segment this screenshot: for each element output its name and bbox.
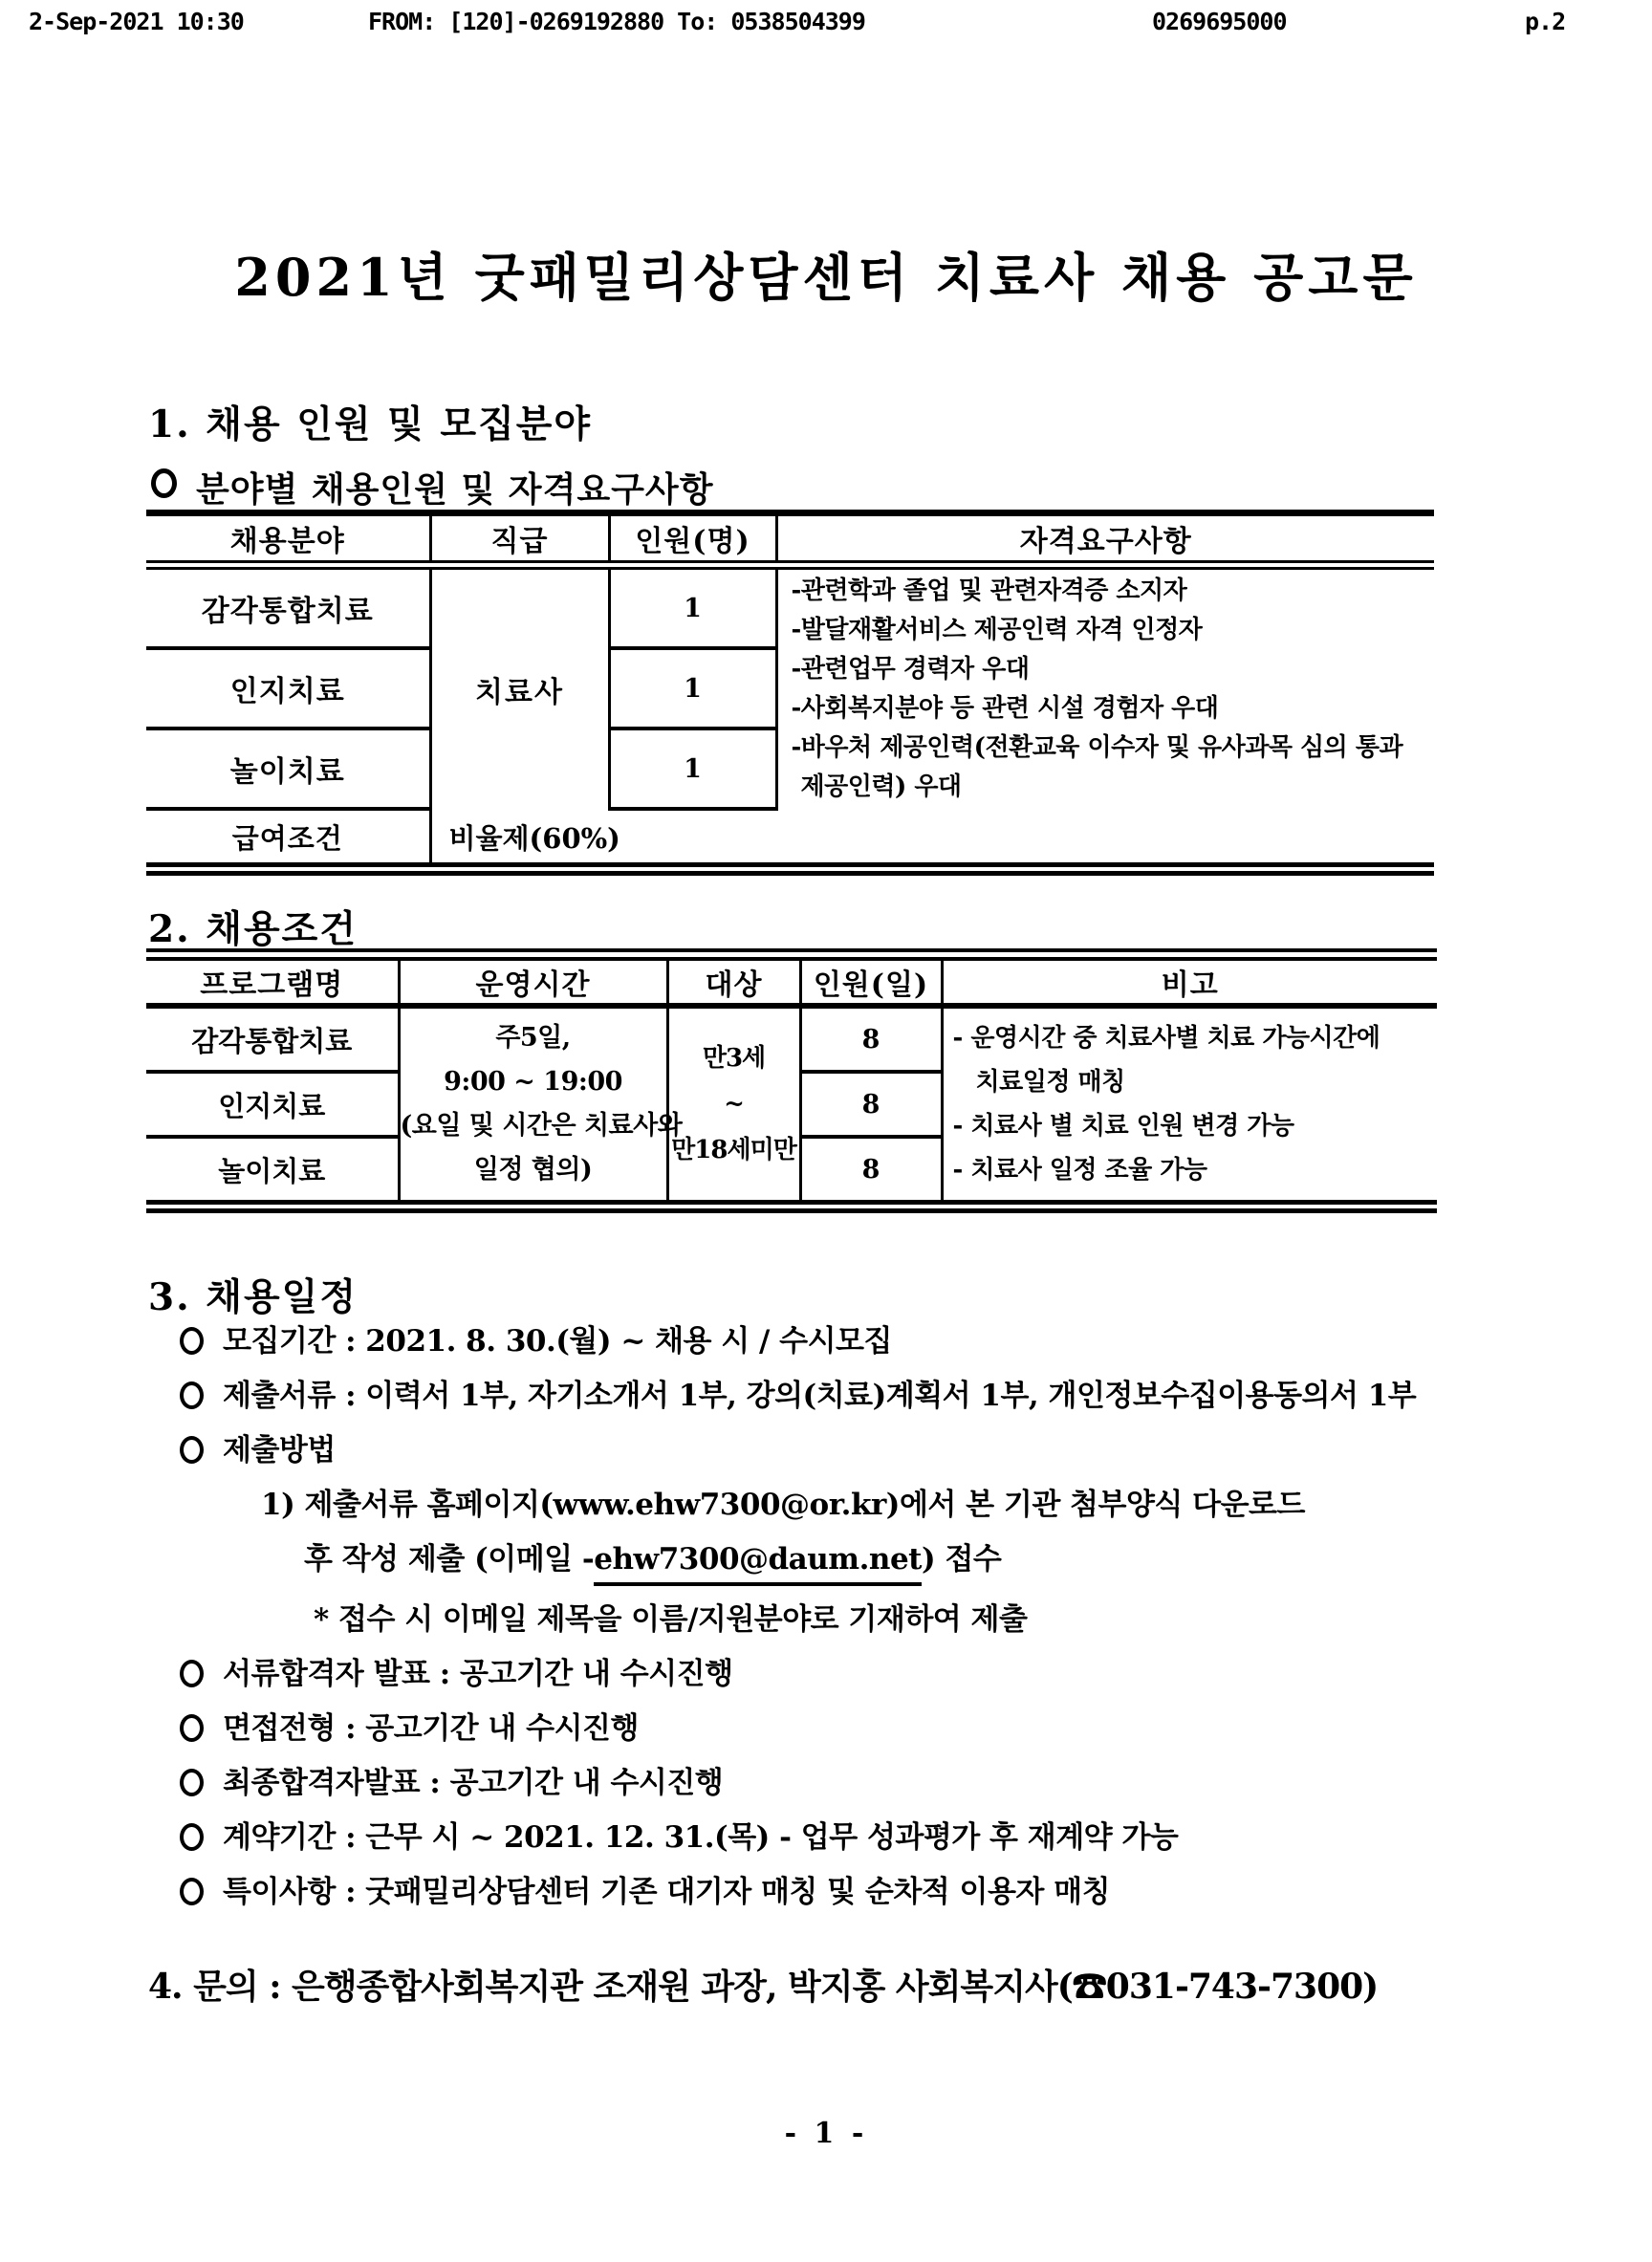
fax-datetime: 2-Sep-2021 10:30 xyxy=(29,8,244,35)
submission-note xyxy=(314,1599,1633,1641)
qualification-line: -관련업무 경력자 우대 xyxy=(791,655,1030,684)
schedule-item-interview xyxy=(180,1708,1633,1750)
schedule-item-text: 최종합격자발표 : 공고기간 내 수시진행 xyxy=(223,1766,724,1800)
schedule-item-final-pass xyxy=(180,1763,1633,1804)
qualification-line: -관련학과 졸업 및 관련자격증 소지자 xyxy=(791,576,1187,605)
document-title: 2021년 굿패밀리상담센터 치료사 채용 공고문 xyxy=(234,247,1418,308)
email-address-underlined: ehw7300@daum.net xyxy=(594,1539,922,1586)
column-header-qualifications: 자격요구사항 xyxy=(776,513,1434,566)
headcount-cell: 1 xyxy=(609,729,776,809)
schedule-item-contract-period xyxy=(180,1817,1633,1859)
bullet-circle-icon xyxy=(180,1436,204,1464)
note-line: - 치료사 별 치료 인원 변경 가능 xyxy=(952,1112,1294,1141)
qualification-line: 제공인력) 우대 xyxy=(800,772,962,801)
target-line: 만3세 xyxy=(702,1044,766,1073)
page-number: - 1 - xyxy=(784,2117,868,2150)
bullet-circle-icon xyxy=(180,1327,204,1355)
bullet-circle-icon xyxy=(180,1823,204,1851)
bullet-circle-icon xyxy=(151,468,177,498)
recruitment-fields-table xyxy=(146,510,1434,876)
bullet-circle-icon xyxy=(180,1769,204,1796)
submission-step-text: 후 작성 제출 (이메일 - xyxy=(304,1542,595,1577)
section4-contact: 4. 문의 : 은행종합사회복지관 조재원 과장, 박지홍 사회복지사(☎031-743-7300) xyxy=(148,1967,1379,2007)
program-cognitive-therapy: 인지치료 xyxy=(146,1072,399,1137)
submission-step-text: 1) 제출서류 홈페이지(www.ehw7300@or.kr)에서 본 기관 첨부양식 다운로드 xyxy=(261,1488,1305,1522)
salary-row xyxy=(146,809,1434,869)
hours-line: (요일 및 시간은 치료사와 xyxy=(400,1111,683,1141)
rank-cell: 치료사 xyxy=(430,565,609,809)
target-age-cell xyxy=(667,1006,800,1207)
field-play-therapy: 놀이치료 xyxy=(146,729,430,809)
daily-count-cell: 8 xyxy=(800,1072,942,1137)
program-sensory-integration: 감각통합치료 xyxy=(146,1006,399,1072)
salary-label: 급여조건 xyxy=(231,821,343,855)
submission-step-download xyxy=(261,1485,1633,1526)
schedule-item-text: 제출서류 : 이력서 1부, 자기소개서 1부, 강의(치료)계획서 1부, 개인정보수집이용동의서 1부 xyxy=(223,1379,1417,1413)
schedule-item-text: 면접전형 : 공고기간 내 수시진행 xyxy=(223,1711,639,1746)
note-cell xyxy=(942,1006,1437,1207)
note-line: - 운영시간 중 치료사별 치료 가능시간에 xyxy=(952,1024,1380,1053)
submission-note-text: * 접수 시 이메일 제목을 이름/지원분야로 기재하여 제출 xyxy=(314,1602,1028,1637)
schedule-item-documents xyxy=(180,1376,1633,1417)
fax-page-indicator: p.2 xyxy=(1525,8,1566,35)
salary-value: 비율제(60%) xyxy=(430,809,1434,869)
submission-step-email xyxy=(304,1539,1633,1586)
column-header-target: 대상 xyxy=(667,955,800,1007)
column-header-daily-count: 인원(일) xyxy=(800,955,942,1007)
section1-heading: 1. 채용 인원 및 모집분야 xyxy=(148,402,593,446)
headcount-cell: 1 xyxy=(609,648,776,729)
schedule-item-submission-method xyxy=(180,1430,1633,1471)
schedule-item-text: 특이사항 : 굿패밀리상담센터 기존 대기자 매칭 및 순차적 이용자 매칭 xyxy=(223,1875,1111,1909)
target-line: ~ xyxy=(724,1090,744,1119)
fax-station-id: 0269695000 xyxy=(1152,8,1287,35)
schedule-item-text: 모집기간 : 2021. 8. 30.(월) ~ 채용 시 / 수시모집 xyxy=(223,1324,892,1359)
submission-step-text: ) 접수 xyxy=(921,1542,1002,1577)
daily-count-cell: 8 xyxy=(800,1006,942,1072)
note-line: - 치료사 일정 조율 가능 xyxy=(952,1156,1207,1185)
schedule-item-text: 제출방법 xyxy=(223,1433,336,1468)
schedule-item-recruit-period xyxy=(180,1321,1633,1362)
hours-line: 9:00 ~ 19:00 xyxy=(444,1067,622,1097)
daily-count-cell: 8 xyxy=(800,1137,942,1207)
section1-subheading-row xyxy=(151,463,713,511)
fax-transmission-header xyxy=(0,8,1652,36)
column-header-hours: 운영시간 xyxy=(399,955,667,1007)
qualifications-cell xyxy=(776,565,1434,809)
section2-heading: 2. 채용조건 xyxy=(148,907,358,951)
hours-line: 주5일, xyxy=(495,1023,571,1053)
headcount-cell: 1 xyxy=(609,565,776,648)
section3-heading: 3. 채용일정 xyxy=(148,1275,358,1319)
schedule-list xyxy=(180,1321,1633,1926)
bullet-circle-icon xyxy=(180,1878,204,1905)
target-line: 만18세미만 xyxy=(671,1136,796,1164)
bullet-circle-icon xyxy=(180,1381,204,1409)
qualification-line: -발달재활서비스 제공인력 자격 인정자 xyxy=(791,616,1203,644)
fax-from-to: FROM: [120]-0269192880 To: 0538504399 xyxy=(368,8,865,35)
bullet-circle-icon xyxy=(180,1714,204,1742)
operating-hours-cell xyxy=(399,1006,683,1207)
schedule-item-text: 서류합격자 발표 : 공고기간 내 수시진행 xyxy=(223,1657,733,1691)
table-row xyxy=(146,1006,1437,1072)
note-line: 치료일정 매칭 xyxy=(975,1068,1125,1097)
schedule-item-document-pass xyxy=(180,1654,1633,1695)
employment-conditions-table xyxy=(146,948,1437,1213)
qualification-line: -사회복지분야 등 관련 시설 경험자 우대 xyxy=(791,694,1219,723)
table-header-row xyxy=(146,513,1434,566)
bullet-circle-icon xyxy=(180,1660,204,1687)
qualification-line: -바우처 제공인력(전환교육 이수자 및 유사과목 심의 통과 xyxy=(791,733,1403,762)
section1-subheading: 분야별 채용인원 및 자격요구사항 xyxy=(196,469,714,510)
column-header-headcount: 인원(명) xyxy=(609,513,776,566)
table-header-row xyxy=(146,955,1437,1007)
program-play-therapy: 놀이치료 xyxy=(146,1137,399,1207)
column-header-field: 채용분야 xyxy=(146,513,430,566)
column-header-program: 프로그램명 xyxy=(146,955,399,1007)
column-header-note: 비고 xyxy=(942,955,1437,1007)
field-sensory-integration: 감각통합치료 xyxy=(146,565,430,648)
column-header-rank: 직급 xyxy=(430,513,609,566)
schedule-item-text: 계약기간 : 근무 시 ~ 2021. 12. 31.(목) - 업무 성과평가 후 재계약 가능 xyxy=(223,1820,1179,1855)
hours-line: 일정 협의) xyxy=(473,1155,593,1185)
table-row xyxy=(146,565,1434,648)
field-cognitive-therapy: 인지치료 xyxy=(146,648,430,729)
schedule-item-special-note xyxy=(180,1872,1633,1913)
